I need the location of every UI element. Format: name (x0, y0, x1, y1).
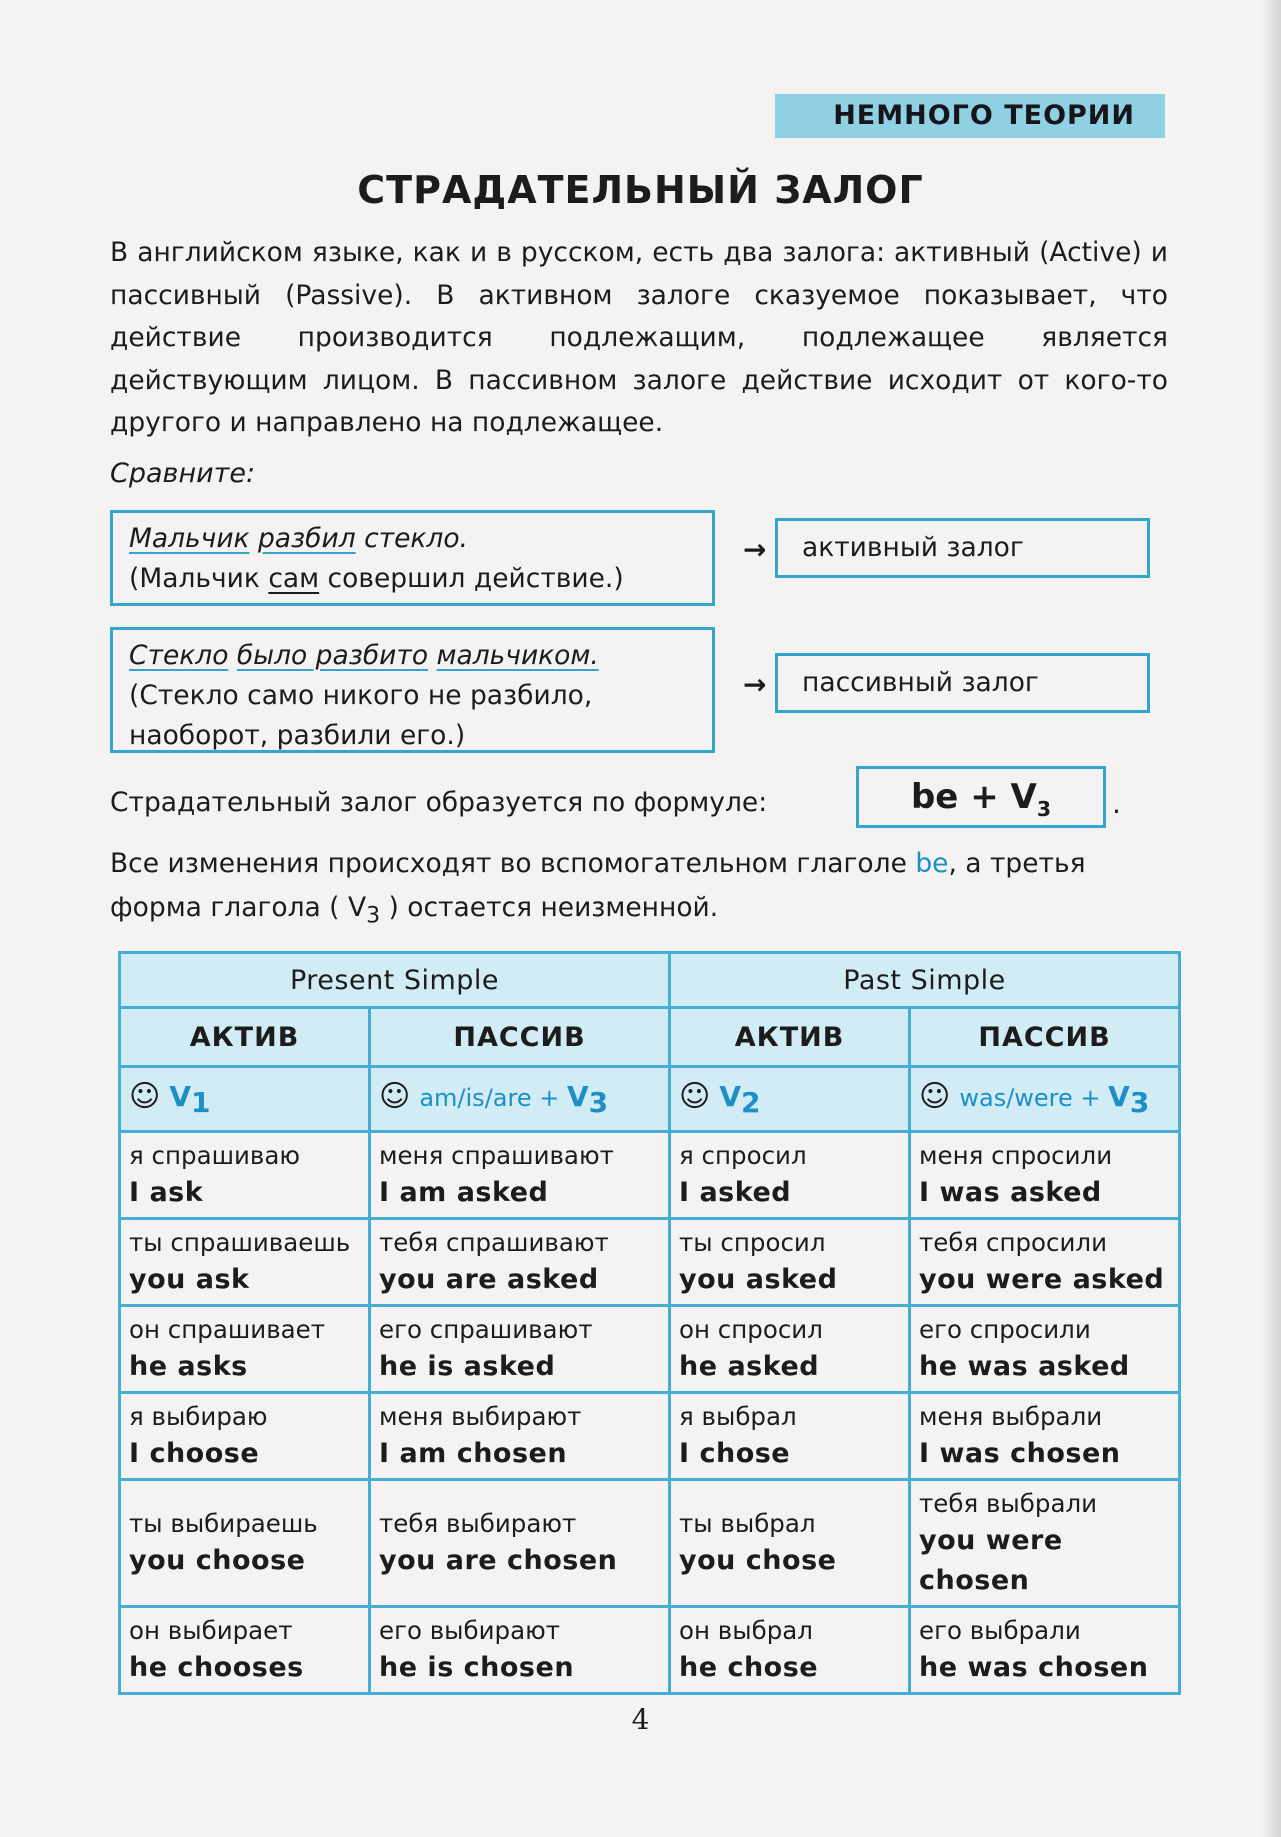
table-cell (910, 1480, 1180, 1607)
formula-plus: + (531, 1083, 567, 1112)
table-cell (120, 1132, 370, 1219)
active-example-sentence (129, 519, 700, 559)
cell-russian: он спросил (679, 1315, 823, 1344)
formula-verb-subscript: 2 (741, 1086, 761, 1120)
cell-russian: меня выбирают (379, 1402, 582, 1431)
changes-text: форма глагола ( V (110, 892, 367, 923)
active-note-part: (Мальчик (129, 563, 269, 594)
cell-russian: я спросил (679, 1141, 807, 1170)
changes-subscript: 3 (366, 903, 381, 929)
voice-conjugation-table (118, 951, 1181, 1695)
cell-russian: тебя выбирают (379, 1509, 577, 1538)
table-cell (910, 1393, 1180, 1480)
active-example-box (110, 510, 715, 606)
changes-aux-be: be (915, 848, 949, 879)
changes-text: Все изменения происходят во вспомогательном глаголе (110, 848, 916, 879)
cell-russian: тебя выбрали (919, 1489, 1098, 1518)
table-cell (910, 1132, 1180, 1219)
formula-period: . (1112, 787, 1121, 820)
formula-plus: + (1072, 1083, 1109, 1112)
formula-subscript: 3 (1036, 796, 1052, 821)
changes-paragraph (110, 842, 1170, 938)
cell-english: I asked (679, 1177, 792, 1208)
table-cell (370, 1607, 670, 1694)
section-label-band (775, 94, 1165, 138)
table-row (120, 1306, 1180, 1393)
cell-english: I chose (679, 1438, 791, 1469)
active-subject: Мальчик (129, 523, 250, 554)
header-passive: ПАССИВ (910, 1008, 1180, 1067)
table-cell (910, 1219, 1180, 1306)
cell-english: he is asked (379, 1351, 556, 1382)
table-cell (910, 1306, 1180, 1393)
cell-russian: ты спрашиваешь (129, 1228, 351, 1257)
cell-russian: тебя спросили (919, 1228, 1108, 1257)
passive-agent: мальчиком. (436, 640, 599, 671)
passive-note-line-2: наоборот, разбили его.) (129, 720, 466, 751)
formula-verb-subscript: 3 (588, 1086, 609, 1120)
compare-label: Сравните: (110, 458, 256, 489)
cell-russian: его выбрали (919, 1616, 1081, 1645)
active-object: стекло. (364, 523, 468, 554)
cell-english: you are chosen (379, 1545, 618, 1576)
cell-russian: его выбирают (379, 1616, 560, 1645)
cell-english: I was asked (919, 1177, 1102, 1208)
passive-example-box (110, 627, 715, 753)
cell-english: I ask (129, 1177, 204, 1208)
formula-present-passive (370, 1067, 670, 1132)
smiley-icon: ☺ (129, 1078, 161, 1114)
table-cell (670, 1219, 910, 1306)
cell-russian: меня спросили (919, 1141, 1113, 1170)
header-active: АКТИВ (670, 1008, 910, 1067)
smiley-icon: ☺ (919, 1078, 951, 1114)
table-cell (120, 1480, 370, 1607)
page-title: СТРАДАТЕЛЬНЫЙ ЗАЛОГ (357, 168, 924, 212)
changes-text: , а третья (948, 848, 1086, 879)
formula-verb-subscript: 1 (191, 1086, 211, 1120)
table-row (120, 1393, 1180, 1480)
table-cell (120, 1306, 370, 1393)
cell-russian: я выбираю (129, 1402, 268, 1431)
smiley-icon: ☺ (379, 1078, 411, 1114)
table-cell (370, 1393, 670, 1480)
header-active: АКТИВ (120, 1008, 370, 1067)
header-passive: ПАССИВ (370, 1008, 670, 1067)
formula-past-active (670, 1067, 910, 1132)
formula-verb: V (566, 1079, 589, 1113)
formula-verb: V (169, 1079, 192, 1113)
active-note-emphasis: сам (268, 563, 320, 594)
formula-present-active (120, 1067, 370, 1132)
cell-english: I am asked (379, 1177, 549, 1208)
passive-note-line-1: (Стекло само никого не разбило, (129, 680, 593, 711)
table-cell (670, 1306, 910, 1393)
table-cell (370, 1480, 670, 1607)
table-cell (120, 1393, 370, 1480)
arrow-right-icon: → (743, 533, 767, 566)
table-cell (120, 1607, 370, 1694)
table-row (120, 1607, 1180, 1694)
cell-english: I am chosen (379, 1438, 568, 1469)
table-cell (670, 1132, 910, 1219)
cell-english: you choose (129, 1545, 306, 1576)
formula-past-passive (910, 1067, 1180, 1132)
cell-russian: тебя спрашивают (379, 1228, 609, 1257)
cell-english: you were asked (919, 1264, 1165, 1295)
cell-russian: меня спрашивают (379, 1141, 614, 1170)
active-voice-label: активный залог (775, 518, 1150, 578)
formula-verb-subscript: 3 (1129, 1086, 1150, 1120)
formula-verb: V (1108, 1079, 1130, 1113)
cell-russian: я выбрал (679, 1402, 797, 1431)
table-cell (370, 1219, 670, 1306)
formula-box (856, 766, 1106, 828)
table-cell (670, 1480, 910, 1607)
table-cell (670, 1393, 910, 1480)
active-note-part: совершил действие.) (319, 563, 624, 594)
cell-russian: он выбирает (129, 1616, 293, 1645)
intro-paragraph: В английском языке, как и в русском, есть два залога: активный (Active) и пассивный (Passive). В активном залоге сказуемое показывает, что действие производится подлежащим, подлежащее является действующим лицом. В пассивном залоге действие исходит от кого-то другого и направлено на подлежащее. (110, 237, 1168, 438)
passive-subject: Стекло (129, 640, 229, 671)
header-present-simple: Present Simple (120, 953, 670, 1008)
table-cell (120, 1219, 370, 1306)
page-number: 4 (631, 1703, 650, 1736)
passive-verb: было разбито (236, 640, 429, 671)
changes-text: ) остается неизменной. (380, 892, 719, 923)
header-past-simple: Past Simple (670, 953, 1180, 1008)
table-cell (910, 1607, 1180, 1694)
section-label: НЕМНОГО ТЕОРИИ (833, 100, 1135, 131)
cell-english: I was chosen (919, 1438, 1121, 1469)
cell-english: you ask (129, 1264, 250, 1295)
cell-english: he asks (129, 1351, 248, 1382)
cell-english: you were chosen (919, 1525, 1063, 1596)
cell-russian: ты спросил (679, 1228, 826, 1257)
table-row (120, 1480, 1180, 1607)
cell-english: you are asked (379, 1264, 599, 1295)
page-edge-shadow (1261, 0, 1281, 1837)
cell-russian: я спрашиваю (129, 1141, 300, 1170)
cell-english: he was chosen (919, 1652, 1149, 1683)
table-row (120, 1219, 1180, 1306)
cell-english: he is chosen (379, 1652, 575, 1683)
cell-english: he asked (679, 1351, 820, 1382)
cell-english: he was asked (919, 1351, 1130, 1382)
table-cell (670, 1607, 910, 1694)
smiley-icon: ☺ (679, 1078, 711, 1114)
passive-example-sentence (129, 636, 700, 676)
cell-russian: ты выбираешь (129, 1509, 318, 1538)
table-cell (370, 1132, 670, 1219)
cell-russian: его спрашивают (379, 1315, 593, 1344)
active-example-note (129, 559, 700, 599)
cell-russian: он спрашивает (129, 1315, 325, 1344)
cell-russian: его спросили (919, 1315, 1091, 1344)
formula-text: be + V (910, 777, 1037, 817)
cell-english: you chose (679, 1545, 837, 1576)
cell-russian: он выбрал (679, 1616, 813, 1645)
cell-english: he chose (679, 1652, 819, 1683)
cell-english: you asked (679, 1264, 838, 1295)
formula-sentence: Страдательный залог образуется по формуле: (110, 787, 768, 818)
active-verb: разбил (257, 523, 356, 554)
passive-voice-label: пассивный залог (775, 653, 1150, 713)
cell-russian: ты выбрал (679, 1509, 816, 1538)
table-row (120, 1132, 1180, 1219)
arrow-right-icon: → (743, 668, 767, 701)
cell-english: he chooses (129, 1652, 304, 1683)
formula-aux: am/is/are (419, 1083, 532, 1112)
formula-aux: was/were (959, 1083, 1073, 1112)
table-cell (370, 1306, 670, 1393)
cell-russian: меня выбрали (919, 1402, 1103, 1431)
cell-english: I choose (129, 1438, 260, 1469)
formula-verb: V (719, 1079, 742, 1113)
